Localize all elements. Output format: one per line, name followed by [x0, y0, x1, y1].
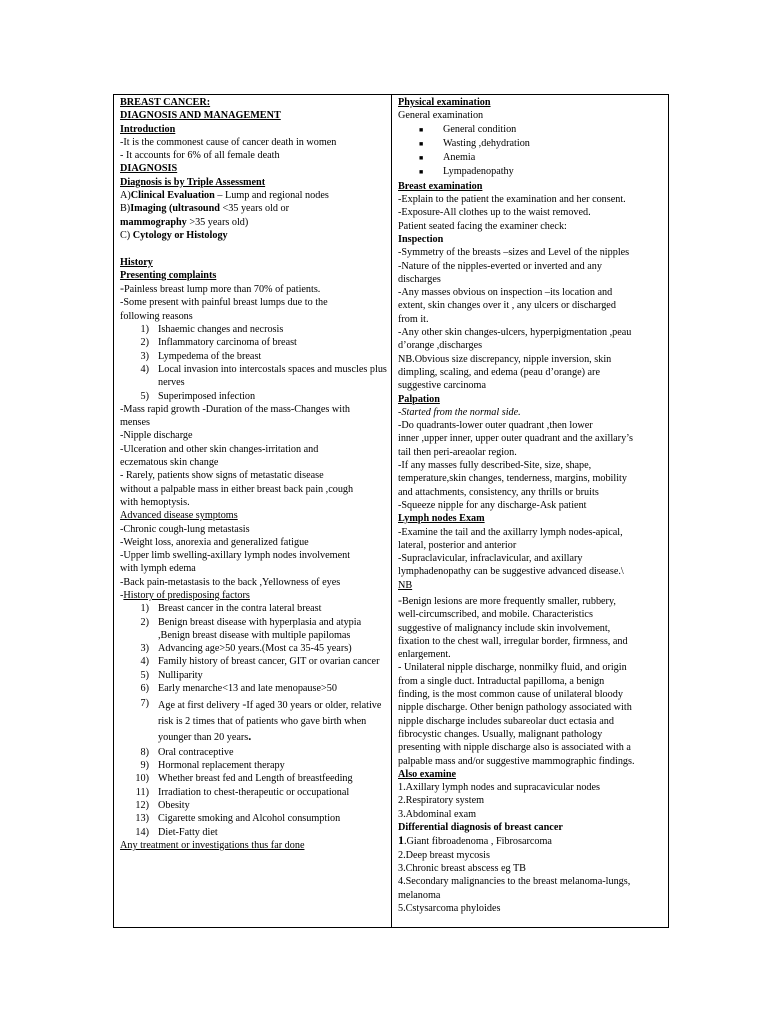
general-exam-item — [398, 165, 664, 179]
list-item-text: Irradiation to chest-therapeutic or occupational — [158, 786, 350, 798]
breast-exam-line: Patient seated facing the examiner check: — [398, 220, 567, 232]
advanced-symptom: -Weight loss, anorexia and generalized fatigue — [120, 536, 309, 548]
inspection-line: -Any masses obvious on inspection –its location and — [398, 287, 613, 299]
nb-line: enlargement. — [398, 649, 451, 661]
doc-title: BREAST CANCER: — [120, 97, 211, 108]
list-item — [120, 746, 388, 759]
list-item — [120, 669, 388, 682]
nb-line: -Benign lesions are more frequently smaller, rubbery, — [398, 592, 616, 607]
intro-heading: Introduction — [120, 123, 176, 135]
nb-line: fibrocystic changes. Usually, malignant pathology — [398, 728, 603, 740]
complaint-line: -Mass rapid growth -Duration of the mass-Changes with — [120, 403, 351, 415]
inspection-line: from it. — [398, 313, 429, 325]
square-bullet-icon: ■ — [419, 125, 424, 134]
physical-exam-heading: Physical examination — [398, 97, 491, 108]
list-item-text: Hormonal replacement therapy — [158, 760, 285, 772]
palpation-line: temperature,skin changes, tenderness, margins, mobility — [398, 473, 627, 485]
list-item — [120, 772, 388, 785]
palpation-line: -Started from the normal side. — [398, 406, 521, 418]
list-item-text: Ishaemic changes and necrosis — [158, 324, 284, 336]
list-item-text: Diet-Fatty diet — [158, 826, 218, 838]
list-item — [120, 812, 388, 825]
nb-line: well-circumscribed, and mobile. Characteristics — [398, 609, 593, 621]
palpation-line: and attachments, consistency, any thrills or bruits — [398, 486, 599, 498]
predisposing-factors-list-cont — [120, 746, 388, 839]
inspection-line: dimpling, scaling, and edema (peau d’orange) are — [398, 366, 600, 378]
list-item — [120, 759, 388, 772]
list-item — [120, 602, 388, 615]
list-item-number: 2) — [140, 616, 149, 628]
list-item-number: 13) — [135, 813, 149, 825]
triple-item-b-cont: mammography >35 years old) — [120, 216, 249, 228]
differential-item: melanoma — [398, 889, 441, 901]
complaint-line: menses — [120, 417, 150, 429]
nb-line: finding, is the most common cause of unilateral bloody — [398, 689, 623, 701]
general-exam-item — [398, 151, 664, 165]
list-item-text: Breast cancer in the contra lateral breast — [158, 603, 322, 615]
list-item-number: 12) — [135, 800, 149, 812]
general-exam-item — [398, 137, 664, 151]
list-item — [120, 350, 388, 363]
list-item-number: 11) — [135, 786, 149, 798]
left-column — [114, 95, 392, 927]
triple-item-a: A)Clinical Evaluation – Lump and regional nodes — [120, 190, 329, 202]
palpation-line: -If any masses fully described-Site, size, shape, — [398, 460, 592, 472]
palpation-line: -Do quadrants-lower outer quadrant ,then lower — [398, 420, 593, 432]
advanced-symptom: -Chronic cough-lung metastasis — [120, 523, 250, 535]
list-item-text: Nulliparity — [158, 669, 203, 681]
inspection-line: NB.Obvious size discrepancy, nipple inversion, skin — [398, 353, 612, 365]
advanced-symptom: -Back pain-metastasis to the back ,Yellowness of eyes — [120, 576, 341, 588]
list-item-number: 14) — [135, 826, 149, 838]
list-item-text: Early menarche<13 and late menopause>50 — [158, 683, 337, 695]
advanced-symptom: -Upper limb swelling-axillary lymph nodes involvement — [120, 550, 351, 562]
nb-line: palpable mass and/or suggestive mammographic findings. — [398, 755, 635, 767]
nb-line: from a single duct. Intraductal papilloma, a benign — [398, 675, 605, 687]
complaint-line: without a palpable mass in either breast back pain ,cough — [120, 483, 354, 495]
complaint-line: -Ulceration and other skin changes-irritation and — [120, 443, 319, 455]
list-item — [120, 655, 388, 668]
list-item — [120, 642, 388, 655]
palpation-heading: Palpation — [398, 393, 440, 405]
complaint-line: -Some present with painful breast lumps due to the — [120, 297, 328, 309]
predisposing-heading: -History of predisposing factors — [120, 589, 250, 601]
list-item-number: 2) — [140, 337, 149, 349]
list-item-number: 1) — [140, 603, 149, 615]
breast-exam-heading: Breast examination — [398, 180, 483, 192]
list-item-number: 4) — [140, 656, 149, 668]
list-item: 7) Age at first delivery -If aged 30 years or older, relative risk is 2 times that of patients who gave birth when younger than 20 years. — [140, 697, 382, 744]
list-item — [120, 786, 388, 799]
square-bullet-icon: ■ — [419, 139, 424, 148]
list-item-text: Local invasion into intercostals spaces and muscles plus nerves — [158, 363, 387, 389]
breast-exam-line: -Explain to the patient the examination and her consent. — [398, 194, 626, 206]
list-item-number: 4) — [140, 363, 149, 375]
complaint-line: -Nipple discharge — [120, 430, 193, 442]
treatment-line: Any treatment or investigations thus far done — [120, 839, 305, 851]
diagnosis-heading: DIAGNOSIS — [120, 163, 178, 175]
nb-line: fixation to the chest wall, irregular border, firmness, and — [398, 635, 628, 647]
complaint-line: - Rarely, patients show signs of metastatic disease — [120, 470, 324, 482]
differential-item: 4.Secondary malignancies to the breast melanoma-lungs, — [398, 876, 631, 888]
general-exam-item — [398, 123, 664, 137]
right-column — [392, 95, 668, 927]
inspection-line: -Symmetry of the breasts –sizes and Level of the nipples — [398, 247, 630, 259]
list-item-text: Cigarette smoking and Alcohol consumption — [158, 813, 341, 825]
list-item-number: 5) — [140, 390, 149, 402]
history-heading: History — [120, 256, 153, 268]
list-item-number: 1) — [140, 324, 149, 336]
nb-line: nipple discharge includes subareolar duct ectasia and — [398, 715, 614, 727]
palpation-line: -Squeeze nipple for any discharge-Ask patient — [398, 499, 587, 511]
advanced-symptoms-heading: Advanced disease symptoms — [120, 510, 238, 522]
intro-line: -It is the commonest cause of cancer death in women — [120, 136, 337, 148]
square-bullet-icon: ■ — [419, 154, 424, 163]
list-item — [120, 336, 388, 349]
reasons-list — [120, 323, 388, 403]
list-item — [120, 616, 388, 643]
lymph-nodes-heading: Lymph nodes Exam — [398, 513, 485, 525]
inspection-line: suggestive carcinoma — [398, 380, 486, 392]
nb-label: NB — [398, 579, 413, 591]
list-item-text: Lympedema of the breast — [158, 350, 262, 362]
list-item-number: 3) — [140, 643, 149, 655]
palpation-line: inner ,upper inner, upper outer quadrant and the axillary’s — [398, 433, 633, 445]
doc-subtitle: DIAGNOSIS AND MANAGEMENT — [120, 110, 281, 122]
general-exam-item-text: Wasting ,dehydration — [443, 137, 530, 149]
triple-assessment-heading: Diagnosis is by Triple Assessment — [120, 176, 266, 188]
list-item-number: 5) — [140, 669, 149, 681]
also-examine-item: 2.Respiratory system — [398, 795, 485, 807]
inspection-line: d’orange ,discharges — [398, 340, 483, 352]
advanced-symptom: with lymph edema — [120, 563, 196, 575]
list-item-text: Benign breast disease with hyperplasia and atypia ,Benign breast disease with multiple papilomas — [158, 616, 362, 641]
differential-item: 5.Cstysarcoma phyloides — [398, 902, 501, 914]
list-item-text: Obesity — [158, 800, 190, 812]
intro-line: - It accounts for 6% of all female death — [120, 150, 280, 162]
inspection-line: extent, skin changes over it , any ulcers or discharged — [398, 300, 616, 312]
complaint-line: with hemoptysis. — [120, 496, 190, 508]
complaint-line: following reasons — [120, 310, 193, 322]
complaint-line: -Painless breast lump more than 70% of patients. — [120, 281, 321, 296]
triple-item-b: B)Imaging (ultrasound <35 years old or — [120, 203, 290, 215]
list-item-text: Whether breast fed and Length of breastfeeding — [158, 773, 353, 785]
predisposing-factors-list — [120, 602, 388, 695]
nb-line: suggestive of malignancy include skin involvement, — [398, 622, 611, 634]
differential-heading: Differential diagnosis of breast cancer — [398, 822, 563, 834]
list-item — [120, 799, 388, 812]
list-item — [120, 323, 388, 336]
list-item-number: 3) — [140, 350, 149, 362]
list-item-number: 8) — [140, 746, 149, 758]
general-exam-list — [398, 123, 664, 180]
nb-line: - Unilateral nipple discharge, nonmilky fluid, and origin — [398, 662, 627, 674]
nb-line: presenting with nipple discharge also is associated with a — [398, 742, 631, 754]
palpation-line: tail then peri-areaolar region. — [398, 446, 517, 458]
lymph-line: lateral, posterior and anterior — [398, 539, 517, 551]
nb-line: nipple discharge. Other benign pathology associated with — [398, 702, 632, 714]
differential-item: 2.Deep breast mycosis — [398, 849, 490, 861]
list-item-text: Oral contraceptive — [158, 746, 234, 758]
list-item-number: 10) — [135, 773, 149, 785]
list-item — [120, 363, 388, 390]
list-item-text: Family history of breast cancer, GIT or ovarian cancer — [158, 656, 380, 668]
triple-item-c: C) Cytology or Histology — [120, 229, 228, 241]
lymph-line: -Supraclavicular, infraclavicular, and axillary — [398, 553, 583, 565]
complaint-line: eczematous skin change — [120, 457, 219, 469]
lymph-line: lymphadenopathy can be suggestive advanced disease.\ — [398, 566, 624, 578]
list-item-text: Superimposed infection — [158, 390, 256, 402]
square-bullet-icon: ■ — [419, 168, 424, 177]
general-exam-item-text: General condition — [443, 123, 517, 135]
lymph-line: -Examine the tail and the axillarry lymph nodes-apical, — [398, 526, 623, 538]
inspection-line: -Any other skin changes-ulcers, hyperpigmentation ,peau — [398, 327, 632, 339]
differential-item: 1.Giant fibroadenoma , Fibrosarcoma — [398, 833, 552, 848]
general-exam-label: General examination — [398, 110, 484, 122]
list-item-text: Advancing age>50 years.(Most ca 35-45 years) — [158, 643, 352, 655]
inspection-line: discharges — [398, 273, 441, 285]
general-exam-item-text: Anemia — [443, 152, 476, 164]
list-item — [120, 826, 388, 839]
general-exam-item-text: Lympadenopathy — [443, 166, 514, 178]
list-item-number: 6) — [140, 683, 149, 695]
list-item — [120, 682, 388, 695]
complaints-heading: Presenting complaints — [120, 269, 217, 281]
also-examine-item: 3.Abdominal exam — [398, 808, 477, 820]
breast-exam-line: -Exposure-All clothes up to the waist removed. — [398, 207, 591, 219]
also-examine-heading: Also examine — [398, 768, 457, 780]
list-item-number: 9) — [140, 760, 149, 772]
differential-item: 3.Chronic breast abscess eg TB — [398, 862, 526, 874]
list-item-text: Inflammatory carcinoma of breast — [158, 337, 297, 349]
document-table — [113, 94, 669, 928]
list-item — [120, 390, 388, 403]
inspection-heading: Inspection — [398, 233, 444, 245]
also-examine-item: 1.Axillary lymph nodes and supracavicular nodes — [398, 782, 600, 794]
inspection-line: -Nature of the nipples-everted or inverted and any — [398, 260, 602, 272]
